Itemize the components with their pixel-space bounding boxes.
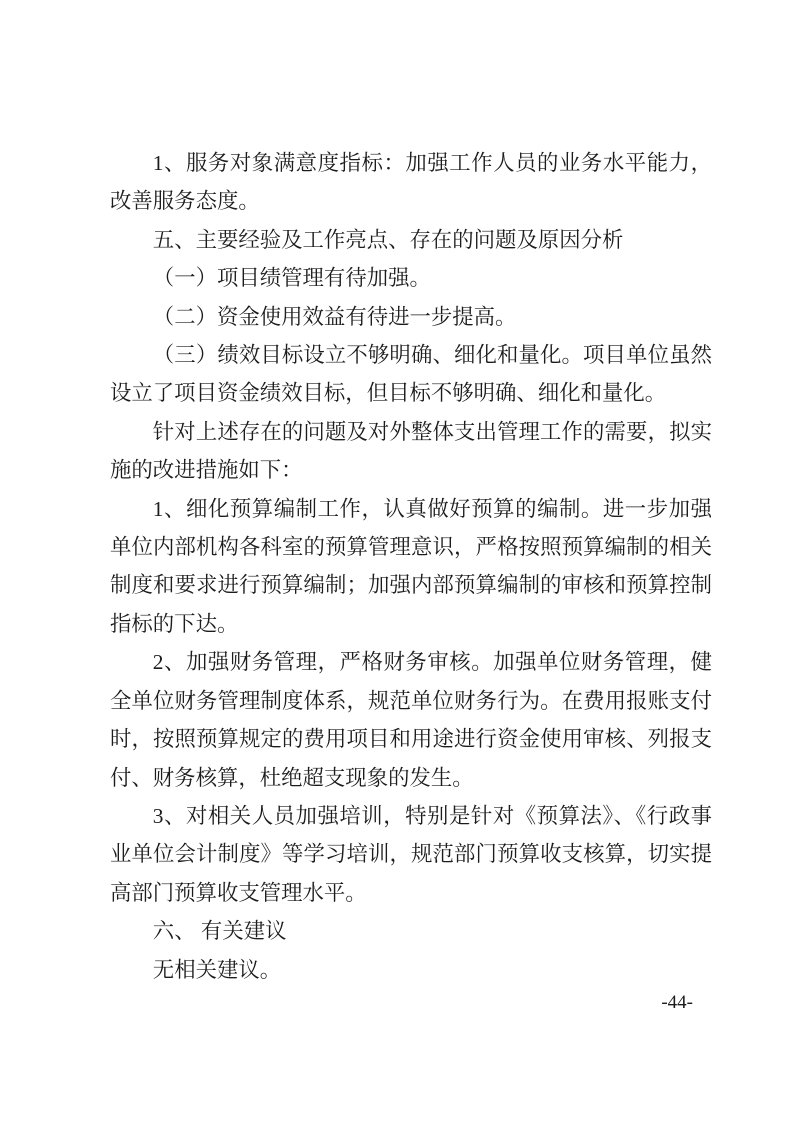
paragraph-1: 1、服务对象满意度指标：加强工作人员的业务水平能力，改善服务态度。 — [110, 151, 712, 214]
paragraph-9: 3、对相关人员加强培训，特别是针对《预算法》、《行政事业单位会计制度》等学习培训，规范部门预算收支核算，切实提高部门预算收支管理水平。 — [110, 803, 712, 905]
paragraph-7: 1、细化预算编制工作，认真做好预算的编制。进一步加强单位内部机构各科室的预算管理意识，严格按照预算编制的相关制度和要求进行预算编制；加强内部预算编制的审核和预算控制指标的下达。 — [110, 496, 712, 636]
paragraph-8: 2、加强财务管理，严格财务审核。加强单位财务管理，健全单位财务管理制度体系，规范单位财务行为。在费用报账支付时，按照预算规定的费用项目和用途进行资金使用审核、列报支付、财务核算，杜绝超支现象的发生。 — [110, 650, 712, 790]
page-number: -44- — [661, 992, 693, 1013]
paragraph-10: 六、 有关建议 — [152, 919, 287, 944]
paragraph-4: （二）资金使用效益有待进一步提高。 — [152, 304, 517, 329]
paragraph-6: 针对上述存在的问题及对外整体支出管理工作的需要，拟实施的改进措施如下： — [110, 419, 712, 483]
paragraph-5: （三）绩效目标设立不够明确、细化和量化。项目单位虽然设立了项目资金绩效目标，但目标不够明确、细化和量化。 — [110, 343, 712, 406]
document-body — [110, 144, 712, 989]
paragraph-3: （一）项目绩管理有待加强。 — [152, 266, 431, 291]
paragraph-2: 五、主要经验及工作亮点、存在的问题及原因分析 — [152, 227, 624, 252]
paragraph-11: 无相关建议。 — [152, 957, 282, 982]
